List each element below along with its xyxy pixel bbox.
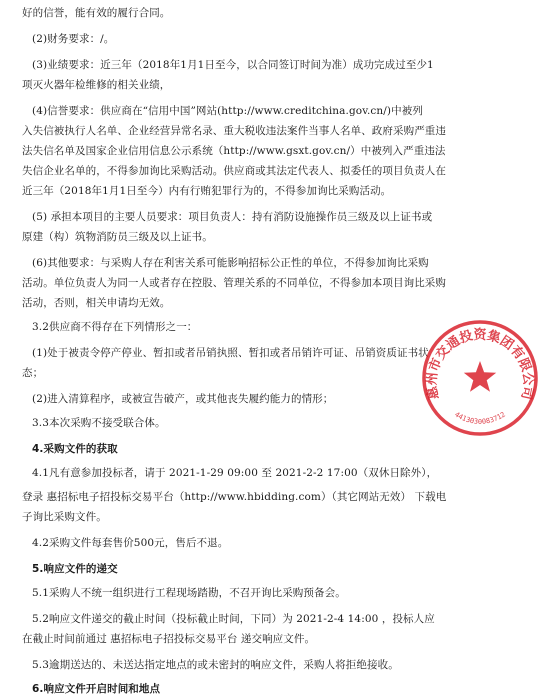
text-line: 项灭火器年检维修的相关业绩，: [22, 79, 171, 91]
text-line: 法失信名单及国家企业信用信息公示系统（http://www.gsxt.gov.cn/）中被列入严重违法: [22, 145, 446, 157]
text-line: (3)业绩要求：近三年（2018年1月1日至今，以合同签订时间为准）成功完成过至少1: [32, 59, 434, 71]
text-line: (2)财务要求：/。: [32, 33, 115, 45]
text-line: 活动。单位负责人为同一人或者存在控股、管理关系的不同单位，不得参加本项目询比采购: [22, 277, 446, 289]
svg-text:4413030083712: 4413030083712: [453, 410, 507, 426]
text-line: (1)处于被责令停产停业、暂扣或者吊销执照、暂扣或者吊销许可证、吊销资质证书状: [32, 347, 429, 359]
text-line: 活动，否则，相关申请均无效。: [22, 297, 171, 309]
svg-text:惠州市交通投资集团有限公司: 惠州市交通投资集团有限公司: [424, 327, 536, 401]
text-line: 入失信被执行人名单、企业经营异常名录、重大税收违法案件当事人名单、政府采购严重违: [22, 125, 446, 137]
text-line: 4.2采购文件每套售价500元，售后不退。: [32, 537, 229, 549]
text-line: 4.1凡有意参加投标者，请于 2021-1-29 09:00 至 2021-2-2 17:00（双休日除外），: [32, 467, 438, 479]
text-line: (4)信誉要求：供应商在“信用中国”网站(http://www.creditchina.gov.cn/)中被列: [32, 105, 423, 117]
text-line: 5.3逾期送达的、未送达指定地点的或未密封的响应文件，采购人将拒绝接收。: [32, 659, 399, 671]
section-heading: 6.响应文件开启时间和地点: [32, 683, 161, 695]
text-line: 态；: [22, 367, 44, 379]
section-heading: 5.响应文件的递交: [32, 563, 118, 575]
text-line: 登录 惠招标电子招投标交易平台（http://www.hbidding.com）（其它网站无效） 下载电: [22, 491, 447, 503]
text-line: 原建（构）筑物消防员三级及以上证书。: [22, 231, 213, 243]
text-line: (6)其他要求：与采购人存在利害关系可能影响招标公正性的单位，不得参加询比采购: [32, 257, 429, 269]
text-line: 5.1采购人不统一组织进行工程现场踏勘，不召开询比采购预备会。: [32, 587, 346, 599]
text-line: 5.2响应文件递交的截止时间（投标截止时间，下同）为 2021-2-4 14:00 ，投标人应: [32, 613, 435, 625]
text-line: 失信企业名单的，不得参加询比采购活动。供应商或其法定代表人、拟委任的项目负责人在: [22, 165, 446, 177]
text-line: (5) 承担本项目的主要人员要求：项目负责人：持有消防设施操作员三级及以上证书或: [32, 211, 433, 223]
text-line: 子询比采购文件。: [22, 511, 107, 523]
text-line: 在截止时间前通过 惠招标电子招投标交易平台 递交响应文件。: [22, 633, 316, 645]
section-heading: 4.采购文件的获取: [32, 443, 118, 455]
text-line: 近三年（2018年1月1日至今）内有行贿犯罪行为的，不得参加询比采购活动。: [22, 185, 392, 197]
text-line: 3.3本次采购不接受联合体。: [32, 417, 166, 429]
text-line: 好的信誉，能有效的履行合同。: [22, 7, 171, 19]
text-line: (2)进入清算程序，或被宣告破产，或其他丧失履约能力的情形；: [32, 393, 334, 405]
text-line: 3.2供应商不得存在下列情形之一：: [32, 321, 198, 333]
